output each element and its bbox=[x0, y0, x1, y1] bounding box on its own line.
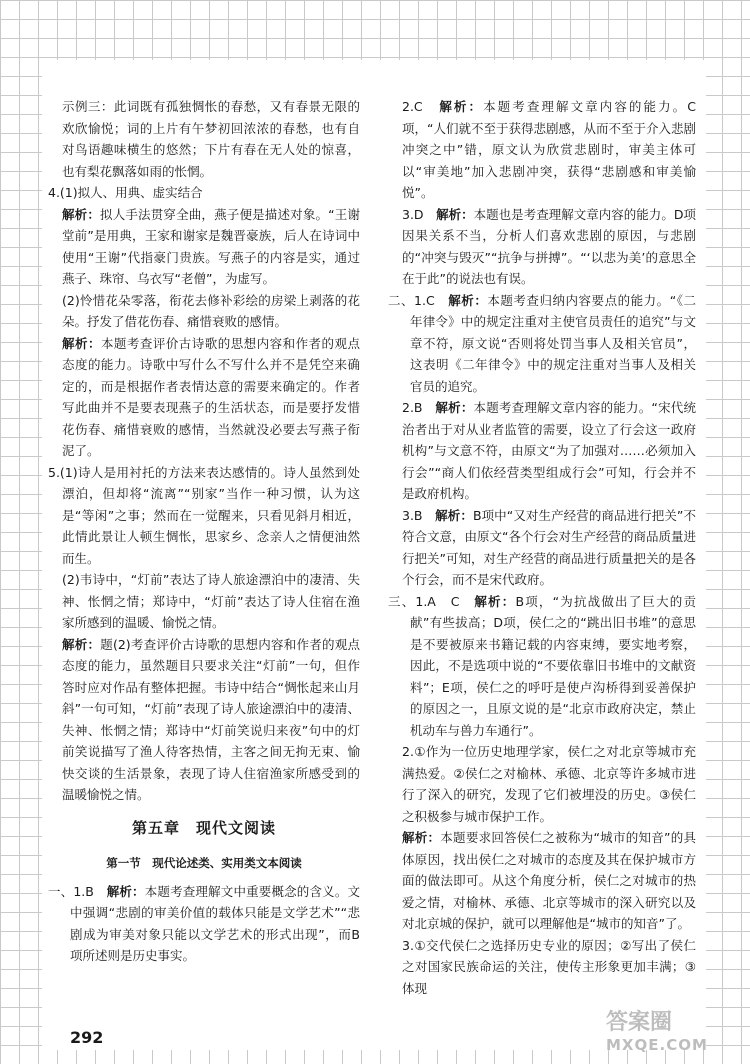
left-para-0: 示例三：此词既有孤独惆怅的春愁，又有春景无限的欢欣愉悦；词的上片有午梦初回浓浓的春愁，也有自对鸟语趣味横生的悠然；下片有春在无人处的惊喜，也有梨花飘落如雨的怅惘。 bbox=[62, 99, 360, 179]
analysis-label: 解析： bbox=[62, 335, 101, 351]
section-title: 第一节 现代论述类、实用类文本阅读 bbox=[106, 856, 302, 870]
analysis-label: 解析： bbox=[436, 206, 474, 222]
analysis-label: 解析： bbox=[435, 400, 474, 415]
right-para-7: 解析：本题要求回答侯仁之被称为“城市的知音”的具体原因，找出侯仁之对城市的态度及其在保护城市方面的做法即可。从这个角度分析，侯仁之对城市的热爱之情，对榆林、承德、北京等城市的深入研究以及对北京城的保护，就可以理解他是“城市的知音”了。 bbox=[402, 830, 696, 931]
left-para-8: 一、1.B 解析：本题考查理解文中重要概念的含义。文中强调“悲剧的审美价值的载体只能是文学艺术”“悲剧成为审美对象只能以文学艺术的形式出现”，而B项所述则是历史事实。 bbox=[48, 883, 360, 963]
right-para-5: 三、1.A C 解析：B项，“为抗战做出了巨大的贡献”有些拔高；D项，侯仁之的“跳出旧书堆”的意思是不要被原来书籍记载的内容束缚，要实地考察，因此，不是选项中说的“不要依靠旧书堆中的文献资料”；E项，侯仁之的呼吁是使卢沟桥得到妥善保护的原因之一，且原文说的是“北京市政府决定，禁止机动车与兽力车通行”。 bbox=[388, 593, 696, 738]
analysis-label: 解析： bbox=[106, 883, 145, 899]
chapter-title: 第五章 现代文阅读 bbox=[131, 818, 276, 837]
left-para-5: 5.(1)诗人是用衬托的方法来表达感情的。诗人虽然到处漂泊，但却将“流离”“别家”当作一种习惯，认为这是“等闲”之事；然而在一觉醒来，只看见斜月相近，此情此景让人顿生惆怅，思家乡、念亲人之情便油然而生。 bbox=[48, 464, 360, 566]
right-para-2: 二、1.C 解析：本题考查归纳内容要点的能力。“《二年律令》中的规定注重对主使官员责任的追究”与文章不符，原文说“否则将处罚当事人及相关官员”，这表明《二年律令》中的规定注重对当事人及相关官员的追究。 bbox=[388, 292, 696, 394]
watermark-logo bbox=[606, 1012, 746, 1060]
right-para-4: 3.B 解析：B项中“又对生产经营的商品进行把关”不符合文意，由原文“各个行会对生产经营的商品质量进行把关”可知，对生产经营的商品进行质量把关的是各个行会，而不是宋代政府。 bbox=[402, 507, 696, 587]
left-para-1: 4.(1)拟人、用典、虚实结合 bbox=[48, 185, 203, 200]
right-para-0: 2.C 解析：本题考查理解文章内容的能力。C项，“人们就不至于获得悲剧感，从而不至于介入悲剧冲突之中”错，原文认为欣赏悲剧时，审美主体可以“审美地”加入悲剧冲突，获得“悲剧感和审美愉悦”。 bbox=[402, 99, 696, 200]
right-para-1: 3.D 解析：本题也是考查理解文章内容的能力。D项因果关系不当，分析人们喜欢悲剧的原因，与悲剧的“冲突与毁灭”“抗争与拼搏”。“‘以悲为美’的意思全在于此”的说法也有误。 bbox=[402, 206, 696, 286]
page-number: 292 bbox=[70, 1028, 104, 1047]
left-column bbox=[48, 96, 360, 967]
right-para-8: 3.①交代侯仁之选择历史专业的原因；②写出了侯仁之对国家民族命运的关注，使传主形象更加丰满；③体现 bbox=[402, 937, 696, 996]
analysis-label: 解析： bbox=[439, 99, 484, 114]
analysis-label: 解析： bbox=[402, 830, 441, 845]
watermark-text: 答案圈 bbox=[606, 1010, 673, 1035]
right-para-3: 2.B 解析：本题考查理解文章内容的能力。“宋代统治者出于对从业者监管的需要，设立了行会这一政府机构”与文意不符，由原文“为了加强对……必须加入行会”“商人们依经营类型组成行会”可知，行会并不是政府机构。 bbox=[402, 400, 696, 501]
analysis-label: 解析： bbox=[435, 507, 473, 523]
right-column bbox=[388, 96, 696, 999]
left-para-3: (2)怜惜花朵零落，衔花去修补彩绘的房梁上剥落的花朵。抒发了借花伤春、痛惜衰败的感情。 bbox=[62, 292, 360, 329]
left-para-7: 解析：题(2)考查评价古诗歌的思想内容和作者的观点态度的能力，虽然题目只要求关注“灯前”一句，但作答时应对作品有整体把握。韦诗中结合“惆怅起来山月斜”一句可知，“灯前”表现了诗人旅途漂泊中的凄清、失神、怅惘之情；郑诗中“灯前笑说归来夜”句中的灯前笑说描写了渔人待客热情，主客之间无拘无束、愉快交谈的生活景象，表现了诗人住宿渔家所感受到的温暖愉悦之情。 bbox=[62, 636, 360, 802]
analysis-label: 解析： bbox=[62, 206, 101, 222]
right-para-6: 2.①作为一位历史地理学家，侯仁之对北京等城市充满热爱。②侯仁之对榆林、承德、北京等许多城市进行了深入的研究，发现了它们被埋没的历史。③侯仁之积极参与城市保护工作。 bbox=[402, 744, 696, 824]
analysis-label: 解析： bbox=[474, 593, 516, 609]
analysis-label: 解析： bbox=[448, 292, 488, 308]
left-para-2: 解析：拟人手法贯穿全曲，燕子便是描述对象。“王谢堂前”是用典，王家和谢家是魏晋豪族，后人在诗词中使用“王谢”代指豪门贵族。写燕子的内容是实，通过燕子、珠帘、乌衣写“老僧”，为虚写。 bbox=[62, 206, 360, 286]
analysis-label: 解析： bbox=[62, 636, 101, 652]
watermark-domain: MXQE.COM bbox=[606, 1036, 708, 1054]
left-para-6: (2)韦诗中，“灯前”表达了诗人旅途漂泊中的凄清、失神、怅惘之情；郑诗中，“灯前”表达了诗人住宿在渔家所感到的温暖、愉悦之情。 bbox=[62, 572, 360, 630]
left-para-4: 解析：本题考查评价古诗歌的思想内容和作者的观点态度的能力。诗歌中写什么不写什么并不是凭空来确定的，而是根据作者表情达意的需要来确定的。作者写此曲并不是要表现燕子的生活状态，而是要抒发惜花伤春、痛惜衰败的感情，当然就没必要去写燕子衔泥了。 bbox=[62, 335, 360, 458]
